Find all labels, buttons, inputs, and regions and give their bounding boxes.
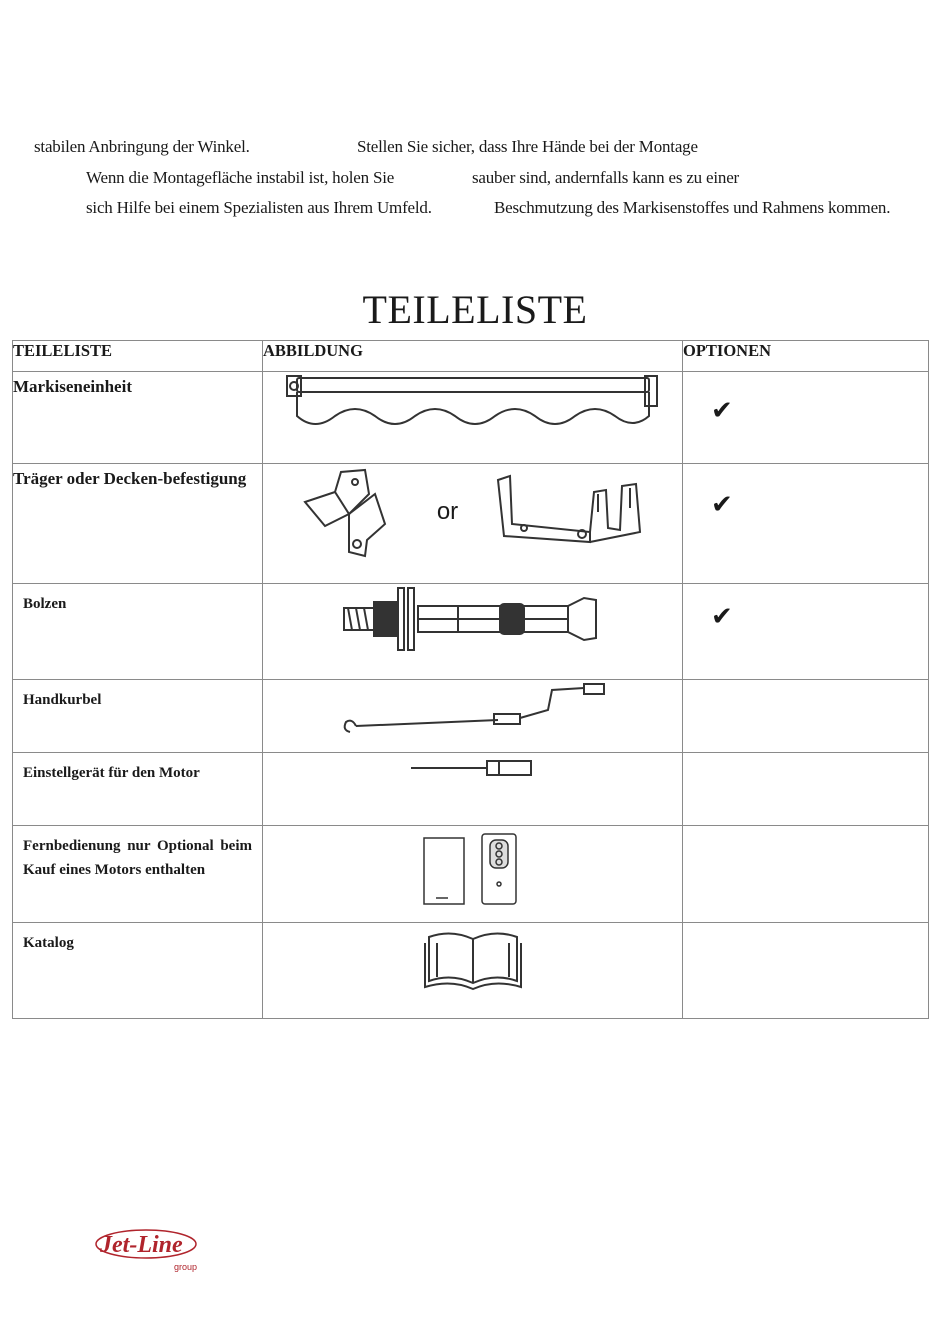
table-header-row	[13, 341, 929, 372]
part-name: Bolzen	[13, 584, 263, 680]
table-row	[13, 923, 929, 1019]
table-row	[13, 753, 929, 826]
screwdriver-icon	[403, 753, 543, 783]
check-icon: ✔	[711, 396, 733, 426]
svg-text:group: group	[174, 1262, 198, 1272]
header-image: ABBILDUNG	[263, 341, 683, 372]
part-name: Markiseneinheit	[13, 372, 263, 464]
part-image-cell	[263, 826, 683, 923]
intro-left-line-1: stabilen Anbringung der Winkel.	[34, 137, 250, 156]
page-title: TEILELISTE	[362, 287, 588, 332]
intro-right-line-1: Stellen Sie sicher, dass Ihre Hände bei der Montage	[357, 137, 698, 156]
check-icon: ✔	[711, 490, 733, 520]
part-option-cell	[683, 680, 929, 753]
awning-unit-icon	[283, 372, 663, 436]
svg-text:Jet-Line: Jet-Line	[100, 1232, 183, 1258]
part-name: Einstellgerät für den Motor	[13, 753, 263, 826]
jet-line-logo	[92, 1222, 212, 1274]
intro-right-line-2: sauber sind, andernfalls kann es zu einer	[472, 168, 740, 187]
part-option-cell	[683, 923, 929, 1019]
part-option-cell	[683, 826, 929, 923]
parts-table	[12, 340, 929, 1019]
catalog-book-icon	[423, 923, 523, 995]
part-image-cell	[263, 753, 683, 826]
intro-right-line-3: Beschmutzung des Markisenstoffes und Rahmens kommen.	[494, 198, 891, 217]
part-image-cell	[263, 584, 683, 680]
ceiling-bracket-icon	[490, 472, 650, 552]
part-name: Träger oder Decken-befestigung	[13, 464, 263, 584]
part-name: Handkurbel	[13, 680, 263, 753]
bolt-icon	[338, 584, 608, 654]
or-label: or	[436, 498, 459, 525]
part-option-cell	[683, 584, 929, 680]
part-image-cell	[263, 464, 683, 584]
part-option-cell	[683, 372, 929, 464]
table-row	[13, 464, 929, 584]
part-option-cell	[683, 753, 929, 826]
part-name: Fernbedienung nur Optional beim Kauf eines Motors enthalten	[13, 826, 263, 923]
part-image-cell	[263, 372, 683, 464]
table-row	[13, 372, 929, 464]
part-name: Katalog	[13, 923, 263, 1019]
part-option-cell	[683, 464, 929, 584]
bracket-icon	[295, 464, 405, 560]
intro-left-line-3: sich Hilfe bei einem Spezialisten aus Ihrem Umfeld.	[86, 198, 432, 217]
header-options: OPTIONEN	[683, 341, 929, 372]
table-row	[13, 584, 929, 680]
part-image-cell	[263, 923, 683, 1019]
remote-control-icon	[418, 826, 528, 906]
table-row	[13, 680, 929, 753]
part-image-cell	[263, 680, 683, 753]
check-icon: ✔	[711, 602, 733, 632]
table-row	[13, 826, 929, 923]
intro-left-line-2: Wenn die Montagefläche instabil ist, holen Sie	[86, 168, 395, 187]
header-parts: TEILELISTE	[13, 341, 263, 372]
hand-crank-icon	[338, 680, 608, 740]
